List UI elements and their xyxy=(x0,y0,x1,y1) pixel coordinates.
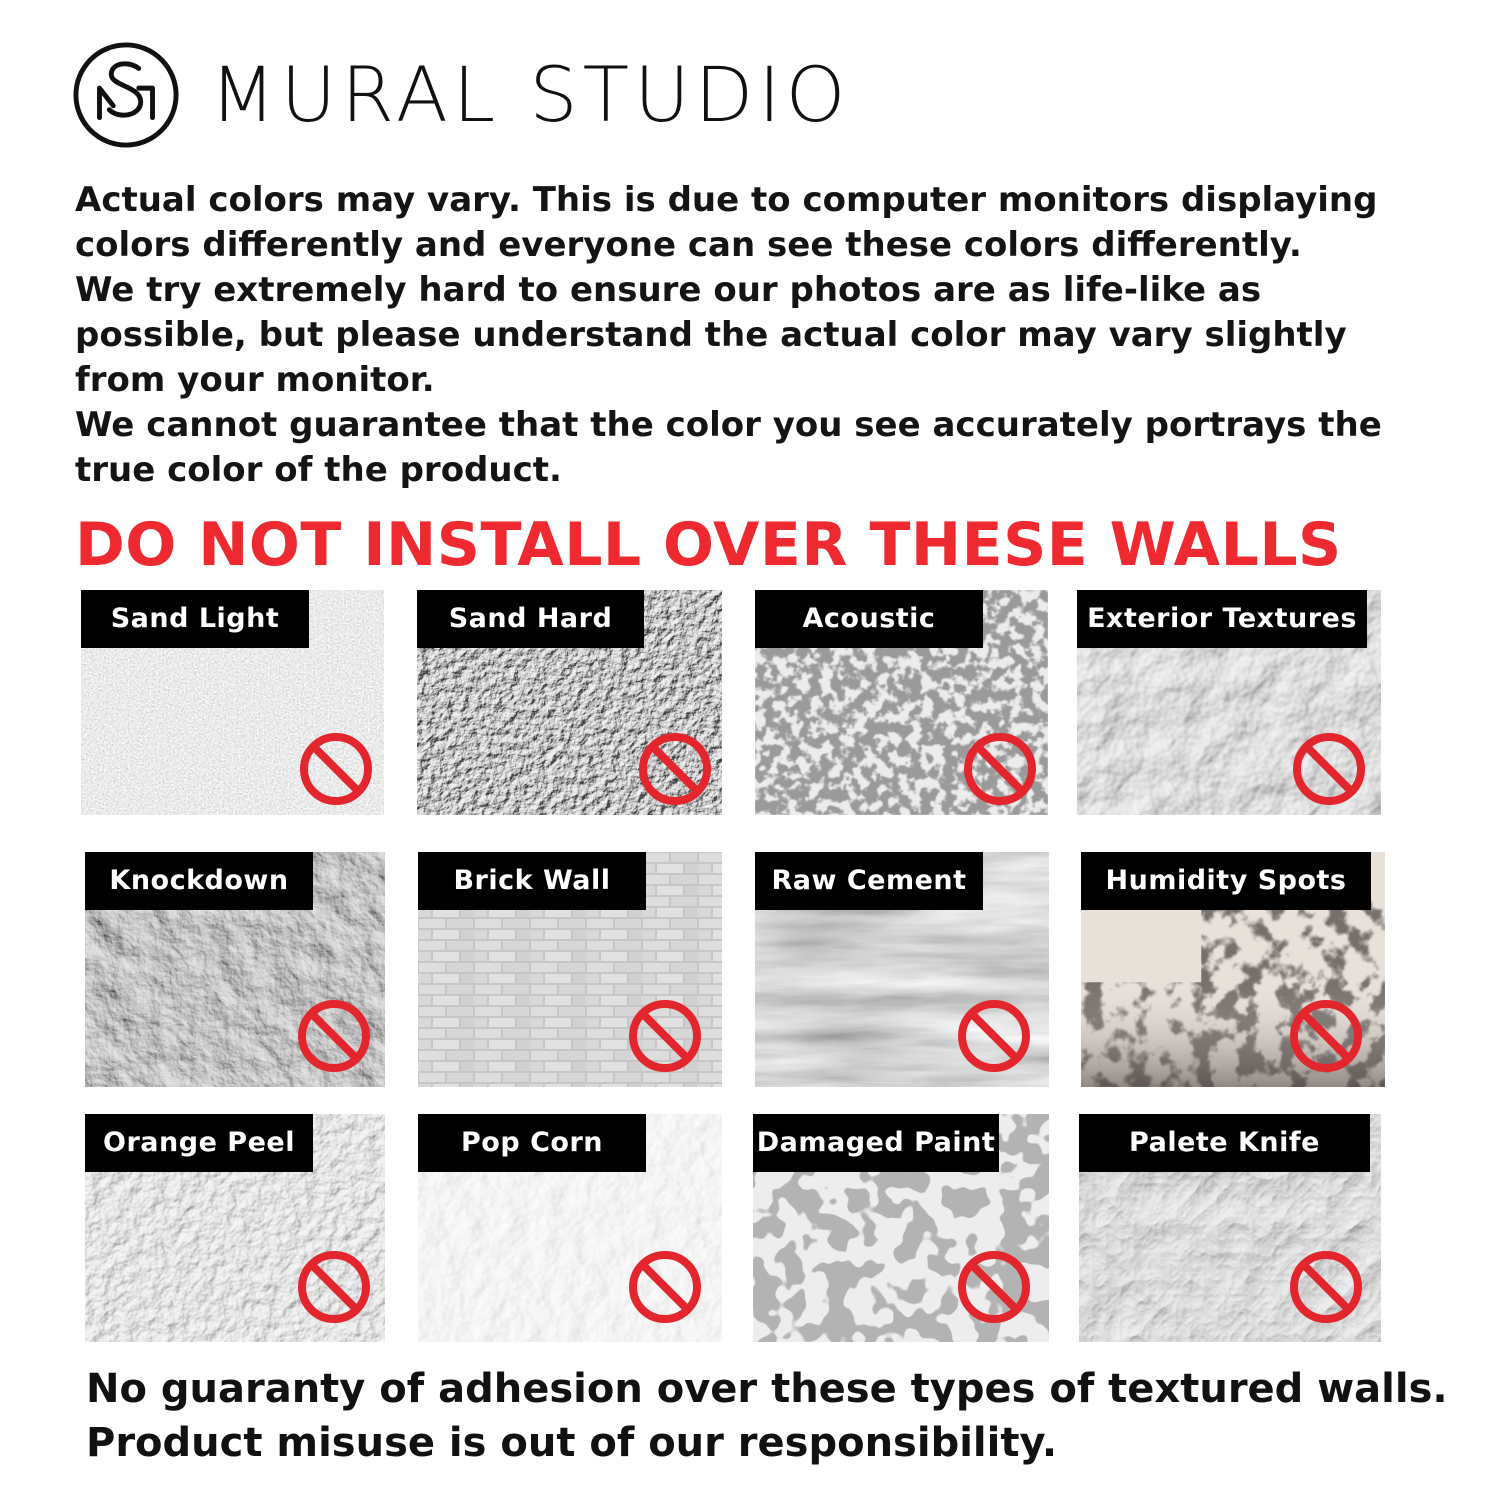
wall-label: Knockdown xyxy=(85,852,313,910)
no-symbol-icon xyxy=(297,730,375,808)
footer-line: Product misuse is out of our responsibility. xyxy=(86,1420,1058,1466)
no-symbol-icon xyxy=(626,997,704,1075)
disclaimer-line: Actual colors may vary. This is due to computer monitors displaying xyxy=(75,180,1378,220)
no-symbol-icon xyxy=(955,1248,1033,1326)
wall-label: Damaged Paint xyxy=(753,1114,999,1172)
disclaimer-line: We try extremely hard to ensure our photos are as life-like as xyxy=(75,270,1262,310)
disclaimer-line: true color of the product. xyxy=(75,450,562,490)
no-symbol-icon xyxy=(636,730,714,808)
wall-label: Orange Peel xyxy=(85,1114,313,1172)
wall-label: Acoustic xyxy=(755,590,983,648)
disclaimer-line: from your monitor. xyxy=(75,360,435,400)
wall-tile-damaged-paint xyxy=(753,1114,1049,1342)
no-symbol-icon xyxy=(1287,1248,1365,1326)
disclaimer-line: We cannot guarantee that the color you see accurately portrays the xyxy=(75,405,1382,445)
no-symbol-icon xyxy=(1290,730,1368,808)
wall-label: Exterior Textures xyxy=(1077,590,1367,648)
wall-tile-raw-cement xyxy=(755,852,1049,1087)
disclaimer-line: possible, but please understand the actual color may vary slightly xyxy=(75,315,1347,355)
footer-line: No guaranty of adhesion over these types of textured walls. xyxy=(86,1366,1448,1412)
no-symbol-icon xyxy=(626,1248,704,1326)
wall-label: Sand Light xyxy=(81,590,309,648)
brand-header xyxy=(72,40,850,150)
wall-tile-knockdown xyxy=(85,852,385,1087)
wall-tile-sand-hard xyxy=(417,590,722,815)
no-symbol-icon xyxy=(295,1248,373,1326)
wall-tile-exterior-textures xyxy=(1077,590,1381,815)
brand-name: MURAL STUDIO xyxy=(210,50,851,139)
wall-tile-humidity-spots xyxy=(1081,852,1385,1087)
wall-label: Pop Corn xyxy=(418,1114,646,1172)
warning-heading: DO NOT INSTALL OVER THESE WALLS xyxy=(75,510,1342,580)
wall-label: Raw Cement xyxy=(755,852,983,910)
ms-monogram-logo xyxy=(72,41,180,149)
adhesion-notice xyxy=(86,1362,1486,1470)
wall-label: Palete Knife xyxy=(1079,1114,1370,1172)
wall-label: Brick Wall xyxy=(418,852,646,910)
wall-tile-sand-light xyxy=(81,590,384,815)
wall-tile-acoustic xyxy=(755,590,1048,815)
wall-tile-pop-corn xyxy=(418,1114,722,1342)
no-symbol-icon xyxy=(961,730,1039,808)
wall-label: Humidity Spots xyxy=(1081,852,1371,910)
wall-tile-orange-peel xyxy=(85,1114,385,1342)
no-symbol-icon xyxy=(955,997,1033,1075)
wall-tile-palete-knife xyxy=(1079,1114,1381,1342)
no-symbol-icon xyxy=(295,997,373,1075)
no-symbol-icon xyxy=(1287,997,1365,1075)
disclaimer-line: colors differently and everyone can see these colors differently. xyxy=(75,225,1302,265)
wall-label: Sand Hard xyxy=(417,590,644,648)
color-disclaimer xyxy=(75,178,1455,493)
wall-tile-brick-wall xyxy=(418,852,722,1087)
